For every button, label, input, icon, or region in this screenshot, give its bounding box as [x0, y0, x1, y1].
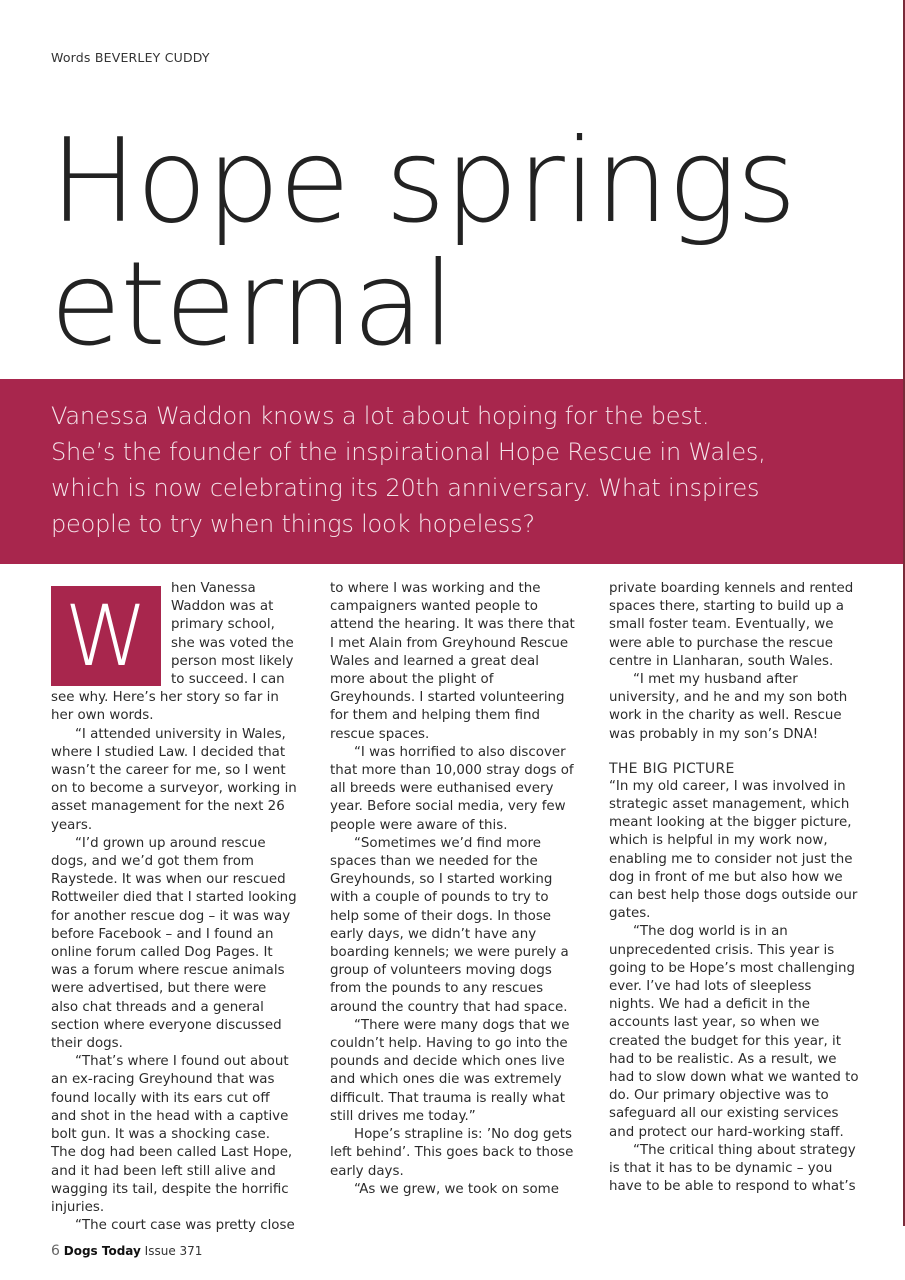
subhead: THE BIG PICTURE: [609, 760, 735, 777]
standfirst-line-4: people to try when things look hopeless?: [51, 510, 535, 538]
paragraph: “There were many dogs that we couldn’t help. Having to go into the pounds and decide which ones live and which ones die was extremely difficult. That trauma is really what still drives me today.”: [330, 1017, 570, 1124]
paragraph: private boarding kennels and rented spaces there, starting to build up a small foster team. Eventually, we were able to purchase the rescue centre in Llanharan, south Wales.: [609, 581, 854, 669]
paragraph: to where I was working and the campaigners wanted people to attend the hearing. It was there that I met Alain from Greyhound Rescue Wales and learned a great deal more about the plight of Greyhounds. I started volunteering for them and helping them find rescue spaces.: [330, 581, 575, 742]
body-column-3: [609, 580, 859, 1197]
paragraph: “I attended university in Wales, where I studied Law. I decided that wasn’t the career for me, so I went on to become a surveyor, working in asset management for the next 26 years.: [51, 726, 297, 833]
paragraph: “That’s where I found out about an ex-racing Greyhound that was found locally with its ears cut off and shot in the head with a captive bolt gun. It was a shocking case. The dog had been called Last Hope, and it had been left still alive and wagging its tail, despite the horrific injuries.: [51, 1054, 293, 1215]
paragraph: “I’d grown up around rescue dogs, and we’d got them from Raystede. It was when our rescued Rottweiler died that I started looking for another rescue dog – it was way before Facebook – and I found an online forum called Dog Pages. It was a forum where rescue animals were advertised, but there were also chat threads and a general section where everyone discussed their dogs.: [51, 835, 297, 1052]
paragraph: “Sometimes we’d find more spaces than we needed for the Greyhounds, so I started working with a couple of pounds to try to help some of their dogs. In those early days, we didn’t have any boarding kennels; we were purely a group of volunteers moving dogs from the pounds to any rescues around the country that had space.: [330, 835, 569, 1015]
body-column-2: [330, 580, 576, 1199]
headline-line-1: Hope springs: [50, 114, 796, 249]
paragraph: “I met my husband after university, and he and my son both work in the charity as well. Rescue was probably in my son’s DNA!: [609, 672, 848, 742]
paragraph: “The dog world is in an unprecedented crisis. This year is going to be Hope’s most challenging ever. I’ve had lots of sleepless nights. We had a deficit in the accounts last year, so when we created the budget for this year, it had to be realistic. As a result, we had to slow down what we wanted to do. Our primary objective was to safeguard all our existing services and protect our hard-working staff.: [609, 924, 859, 1140]
standfirst-line-1: Vanessa Waddon knows a lot about hoping for the best.: [51, 402, 710, 430]
body-column-1: [51, 580, 297, 1235]
page-footer: [51, 1243, 202, 1259]
standfirst: [51, 398, 851, 542]
headline-line-2: eternal: [50, 237, 454, 372]
standfirst-line-2: She’s the founder of the inspirational Hope Rescue in Wales,: [51, 438, 766, 466]
paragraph: “I was horrified to also discover that more than 10,000 stray dogs of all breeds were euthanised every year. Before social media, very few people were aware of this.: [330, 744, 574, 833]
paragraph: Hope’s strapline is: ’No dog gets left behind’. This goes back to those early days.: [330, 1127, 574, 1179]
byline: Words BEVERLEY CUDDY: [51, 50, 210, 65]
headline: [50, 114, 796, 372]
paragraph: hen Vanessa Waddon was at primary school, she was voted the person most likely to succeed. I can see why. Here’s her story so far in her own words.: [51, 581, 294, 724]
magazine-name: Dogs Today: [63, 1244, 141, 1258]
standfirst-line-3: which is now celebrating its 20th anniversary. What inspires: [51, 474, 760, 502]
drop-cap: W: [51, 586, 161, 686]
subhead-block: [609, 760, 859, 778]
page-number: 6: [51, 1243, 60, 1259]
paragraph: “As we grew, we took on some: [354, 1181, 559, 1197]
issue-number: Issue 371: [144, 1244, 203, 1258]
paragraph: “In my old career, I was involved in strategic asset management, which meant looking at the bigger picture, which is helpful in my work now, enabling me to consider not just the dog in front of me but also how we can best help those dogs outside our gates.: [609, 778, 858, 922]
paragraph: “The critical thing about strategy is that it has to be dynamic – you have to be able to respond to what’s: [609, 1142, 856, 1195]
paragraph: “The court case was pretty close: [75, 1218, 295, 1234]
